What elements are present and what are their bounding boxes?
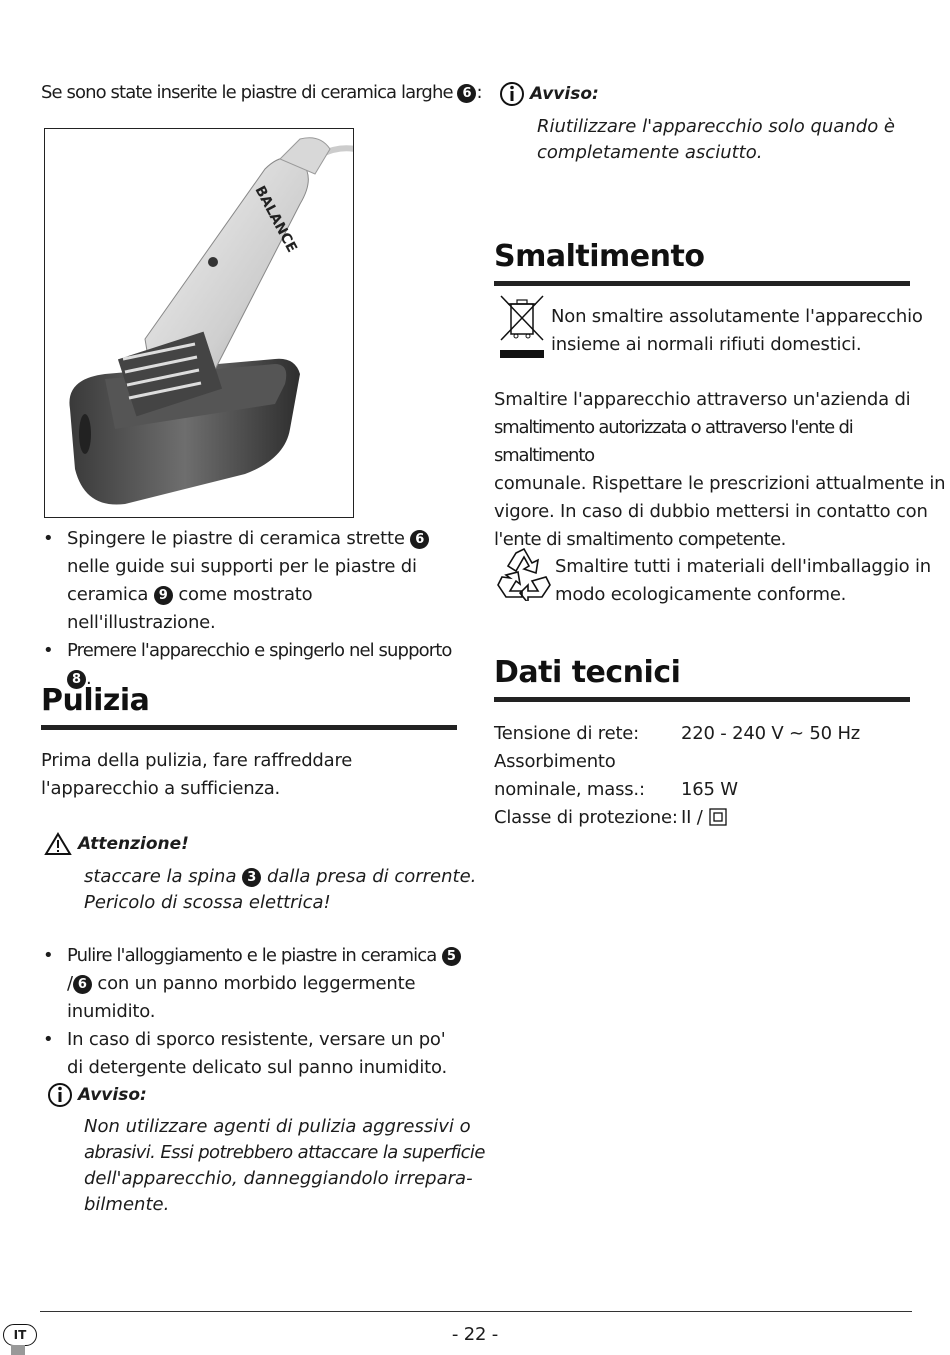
hair-straightener-image: [45, 129, 353, 517]
list-item: • In caso di sporco resistente, versare un po' di detergente delicato sul panno inumidito.: [41, 1026, 461, 1082]
protection-class-ii-icon: [709, 808, 727, 826]
list-item: • Pulire l'alloggiamento e le piastre in ceramica 5/ 6 con un panno morbido leggermente inumidito.: [41, 942, 461, 1026]
tech-row: nominale, mass.: 165 W: [494, 779, 738, 800]
avviso-heading-right: Avviso:: [499, 81, 599, 107]
tech-row: Classe di protezione: II /: [494, 804, 860, 832]
list-item: • Premere l'apparecchio e spingerlo nel supporto 8 .: [41, 637, 461, 693]
info-icon: [499, 81, 525, 107]
ref-number: 6: [457, 84, 476, 103]
product-illustration: [44, 128, 354, 518]
section-rule: [494, 281, 910, 286]
bin-text: Non smaltire assolutamente l'apparecchio insieme ai normali rifiuti domestici.: [551, 306, 923, 355]
pulizia-text: Prima della pulizia, fare raffreddare l'apparecchio a sufficienza.: [41, 750, 353, 799]
footer-tab-mark: [11, 1345, 25, 1355]
waste-bin-symbol: [497, 292, 547, 366]
avviso-text-left: Non utilizzare agenti di pulizia aggressivi o abrasivi. Essi potrebbero attaccare la superficie dell'apparecchio, danneggiandolo irrepara- bilmente.: [84, 1116, 485, 1215]
tech-row: Assorbimento: [494, 751, 616, 772]
brand-label: BALANCE: [251, 183, 300, 256]
smaltire-text: Smaltire l'apparecchio attraverso un'azienda di smaltimento autorizzata o attraverso l'ente di smaltimento comunale. Rispettare le prescrizioni attualmente in vigore. In caso di dubbio mettersi in contatto con l'ente di smaltimento competente.: [494, 389, 946, 550]
section-rule: [494, 697, 910, 702]
tech-row: Tensione di rete: 220 - 240 V ~ 50 Hz: [494, 723, 861, 744]
info-icon: [47, 1082, 73, 1108]
avviso-text-right: Riutilizzare l'apparecchio solo quando è completamente asciutto.: [537, 116, 896, 163]
language-badge: IT: [3, 1324, 37, 1346]
recycle-text: Smaltire tutti i materiali dell'imballaggio in modo ecologicamente conforme.: [555, 556, 931, 605]
crossed-bin-icon: [497, 292, 547, 362]
section-title-smaltimento: Smaltimento: [494, 239, 705, 274]
section-title-dati-tecnici: Dati tecnici: [494, 655, 681, 690]
tech-specs-table: [494, 720, 860, 832]
attenzione-heading: Attenzione!: [44, 832, 189, 856]
recycle-icon: [496, 547, 552, 601]
warning-icon: [44, 832, 72, 856]
section-rule: [41, 725, 457, 730]
instructions-list-1: [41, 525, 461, 693]
list-item: • Spingere le piastre di ceramica strette 6 nelle guide sui supporti per le piastre di ceramica 9 come mostrato nell'illustrazione.: [41, 525, 461, 637]
attenzione-text: staccare la spina 3 dalla presa di corrente. Pericolo di scossa elettrica!: [84, 866, 477, 913]
page-number: - 22 -: [451, 1324, 499, 1345]
instructions-list-2: [41, 942, 461, 1082]
section-title-pulizia: Pulizia: [41, 683, 150, 718]
intro-text: Se sono state inserite le piastre di ceramica larghe 6 :: [41, 82, 482, 103]
avviso-heading-left: Avviso:: [47, 1082, 147, 1108]
footer-rule: [40, 1311, 912, 1312]
recycle-symbol: [496, 547, 552, 605]
